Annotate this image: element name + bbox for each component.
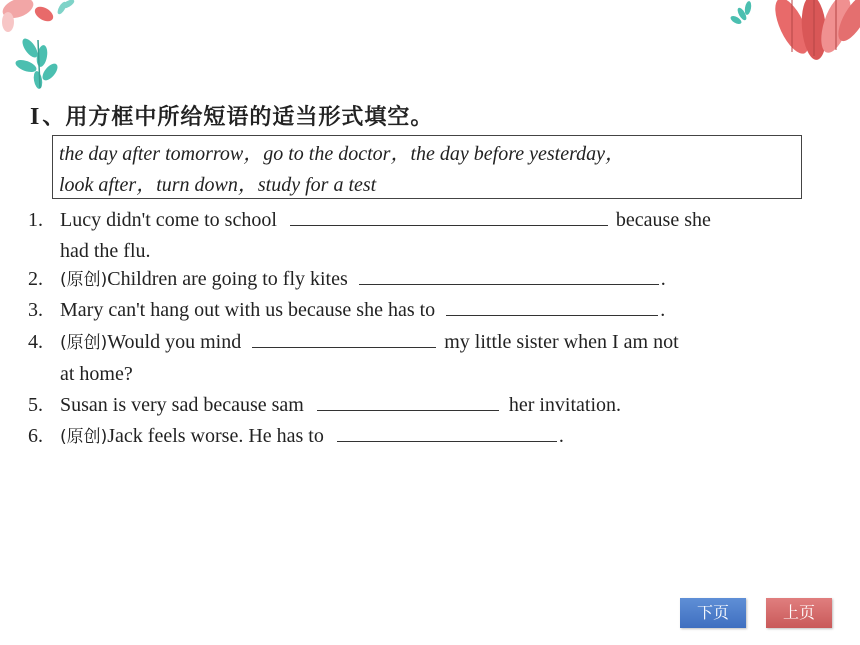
question-1 xyxy=(28,205,833,267)
answer-blank[interactable] xyxy=(290,207,608,226)
question-text-after: because she xyxy=(615,209,711,231)
original-tag: (原创) xyxy=(60,427,108,447)
question-continuation: had the flu. xyxy=(60,240,151,262)
previous-page-button[interactable]: 上页 xyxy=(766,598,832,628)
question-5 xyxy=(28,390,833,421)
corner-foliage-left-decoration xyxy=(0,0,90,95)
question-text: Children are going to fly kites xyxy=(107,268,348,290)
question-text: Mary can't hang out with us because she has to xyxy=(60,299,436,321)
question-4 xyxy=(28,327,833,390)
question-continuation: at home? xyxy=(60,363,133,385)
answer-blank[interactable] xyxy=(252,329,436,348)
question-text-after: her invitation. xyxy=(508,394,622,416)
question-number: 1. xyxy=(28,209,43,231)
question-text: Would you mind xyxy=(107,331,242,353)
question-number: 4. xyxy=(28,331,43,353)
question-text-after: . xyxy=(660,268,666,290)
section-heading xyxy=(30,100,433,131)
question-number: 2. xyxy=(28,268,43,290)
question-text: Susan is very sad because sam xyxy=(60,394,304,416)
answer-blank[interactable] xyxy=(446,297,658,316)
answer-blank[interactable] xyxy=(359,266,659,285)
section-instruction: 、用方框中所给短语的适当形式填空。 xyxy=(42,105,434,130)
next-page-button[interactable]: 下页 xyxy=(680,598,746,628)
question-text-after: . xyxy=(558,425,564,447)
phrase-box-line-2: look after，turn down，study for a test xyxy=(59,174,377,196)
corner-foliage-right-decoration xyxy=(730,0,860,70)
question-2 xyxy=(28,264,833,296)
question-text-after: . xyxy=(660,299,666,321)
answer-blank[interactable] xyxy=(337,423,557,442)
question-3 xyxy=(28,295,833,326)
question-number: 6. xyxy=(28,425,43,447)
question-number: 5. xyxy=(28,394,43,416)
phrase-box xyxy=(52,135,802,199)
question-6 xyxy=(28,421,833,453)
question-text: Jack feels worse. He has to xyxy=(107,425,324,447)
original-tag: (原创) xyxy=(60,270,108,290)
section-roman-numeral: I xyxy=(30,104,41,130)
answer-blank[interactable] xyxy=(317,392,499,411)
original-tag: (原创) xyxy=(60,333,108,353)
question-number: 3. xyxy=(28,299,43,321)
phrase-box-line-1: the day after tomorrow，go to the doctor，the day before yesterday， xyxy=(59,143,626,165)
question-text: Lucy didn't come to school xyxy=(60,209,277,231)
question-text-after: my little sister when I am not xyxy=(444,331,679,353)
